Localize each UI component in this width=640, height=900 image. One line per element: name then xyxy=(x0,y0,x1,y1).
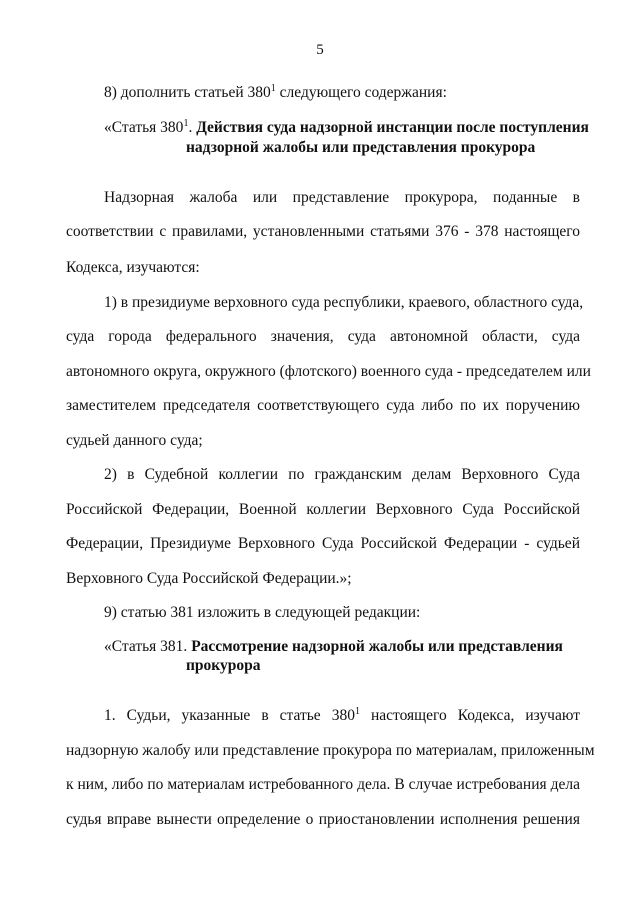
paragraph-4-line-1-text: 1. Судьи, указанные в статье 380 xyxy=(104,707,355,724)
paragraph-3-line-2: Российской Федерации, Военной коллегии Верховного Суда Российской xyxy=(66,501,580,518)
item-8-line xyxy=(104,83,447,103)
paragraph-4-line-1-text-end: настоящего Кодекса, изучают xyxy=(359,707,580,724)
paragraph-2-line-4: заместителем председателя соответствующего суда либо по их поручению xyxy=(66,397,580,414)
heading-1-superscript: 1 xyxy=(183,118,189,129)
article-381-heading-line-2 xyxy=(186,656,261,676)
item-8-text-end: следующего содержания: xyxy=(275,84,447,101)
article-380-1-heading-line-2 xyxy=(186,138,535,158)
heading-2-prefix: «Статья 381. xyxy=(104,638,192,655)
paragraph-4-line-1 xyxy=(104,706,580,726)
paragraph-4-superscript: 1 xyxy=(354,706,360,717)
item-8-text: 8) дополнить статьей 380 xyxy=(104,84,271,101)
article-380-1-heading xyxy=(104,118,589,138)
paragraph-1-line-2: соответствии с правилами, установленными статьями 376 - 378 настоящего xyxy=(66,223,580,240)
heading-1-dot: . xyxy=(188,119,197,136)
paragraph-1-line-1: Надзорная жалоба или представление прокурора, поданные в xyxy=(104,189,580,206)
paragraph-4-line-3: к ним, либо по материалам истребованного дела. В случае истребования дела xyxy=(66,776,580,793)
paragraph-3-line-1: 2) в Судебной коллегии по гражданским делам Верховного Суда xyxy=(104,466,580,483)
paragraph-4-line-4: судья вправе вынести определение о приостановлении исполнения решения xyxy=(66,811,580,828)
paragraph-1-line-3: Кодекса, изучаются: xyxy=(66,259,200,276)
paragraph-4-line-2: надзорную жалобу или представление прокурора по материалам, приложенным xyxy=(66,742,595,759)
heading-1-title-line-1: Действия суда надзорной инстанции после поступления xyxy=(196,119,589,136)
paragraph-2-line-1: 1) в президиуме верховного суда республики, краевого, областного суда, xyxy=(104,294,584,311)
paragraph-2-line-5: судьей данного суда; xyxy=(66,432,203,449)
paragraph-3-line-4: Верховного Суда Российской Федерации.»; xyxy=(66,570,352,587)
article-381-heading xyxy=(104,637,563,657)
heading-2-title-line-1: Рассмотрение надзорной жалобы или представления xyxy=(191,638,563,655)
heading-1-prefix: «Статья 380 xyxy=(104,119,184,136)
paragraph-2-line-3: автономного округа, окружного (флотского) военного суда - председателем или xyxy=(66,363,591,380)
heading-1-title-line-2: надзорной жалобы или представления прокурора xyxy=(186,139,536,156)
item-8-superscript: 1 xyxy=(270,83,276,94)
page-number: 5 xyxy=(316,42,324,58)
heading-2-title-line-2: прокурора xyxy=(186,657,261,674)
paragraph-2-line-2: суда города федерального значения, суда автономной области, суда xyxy=(66,328,580,345)
item-9-line: 9) статью 381 изложить в следующей редакции: xyxy=(104,604,421,621)
paragraph-3-line-3: Федерации, Президиуме Верховного Суда Российской Федерации - судьей xyxy=(66,535,580,552)
